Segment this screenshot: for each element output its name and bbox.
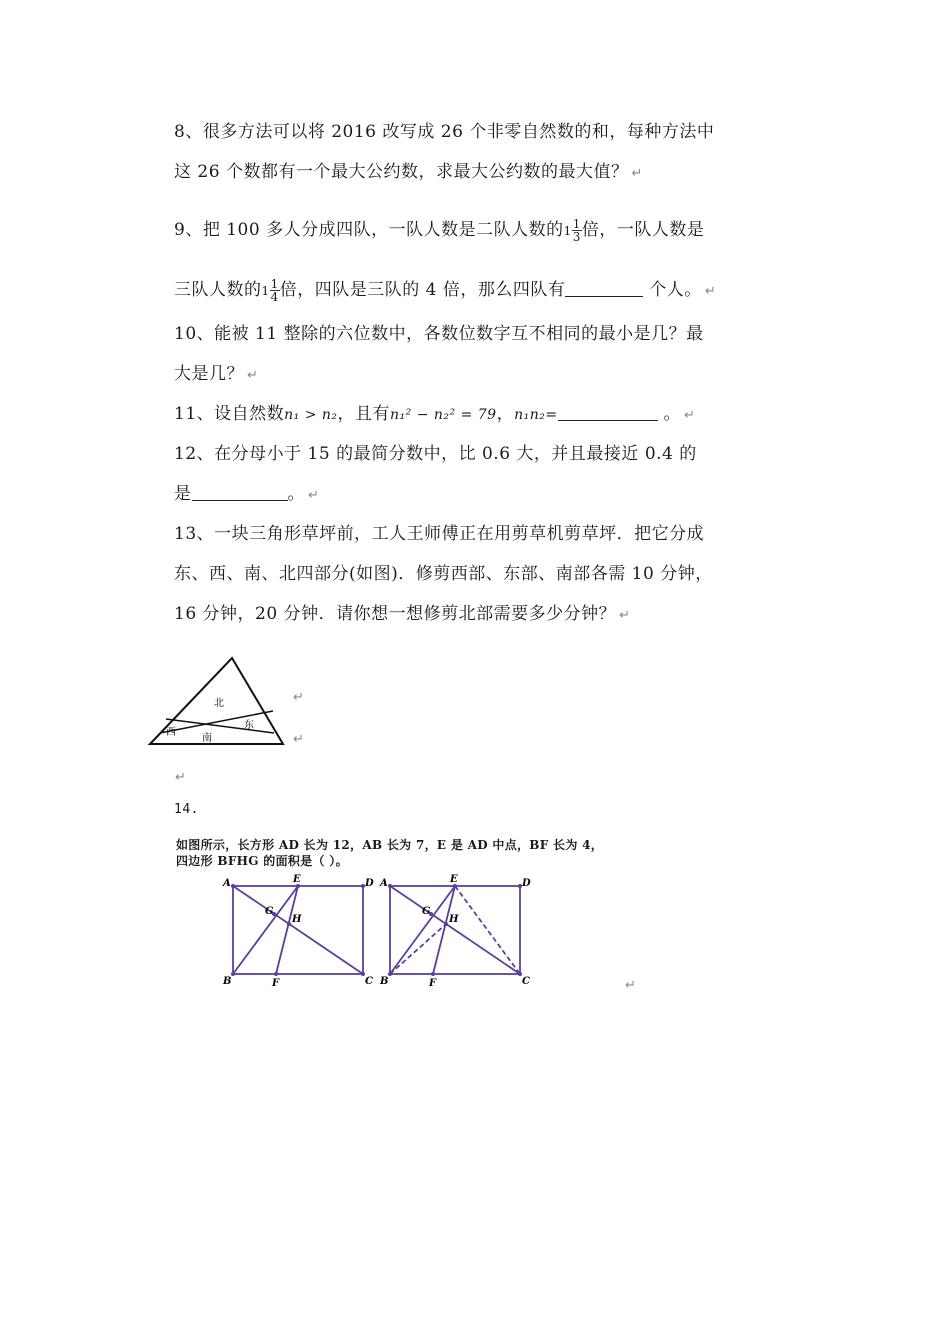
paragraph-mark-icon: ↵	[247, 368, 259, 383]
label-e-right: E	[450, 874, 458, 885]
q11-end: 。	[657, 404, 681, 424]
frac2-whole: 1	[261, 283, 270, 298]
q10-line2	[174, 364, 258, 386]
label-d-left: D	[365, 878, 374, 889]
q13-line1: 13、一块三角形草坪前，工人王师傅正在用剪草机剪草坪．把它分成	[174, 524, 705, 544]
segment-be-right	[390, 886, 455, 974]
frac2-den: 4	[270, 290, 279, 304]
q8-line2	[174, 162, 643, 184]
q13-line2: 东、西、南、北四部分(如图)．修剪西部、东部、南部各需 10 分钟，	[174, 564, 713, 584]
paragraph-mark-icon: ↵	[308, 488, 320, 503]
segment-be-left	[233, 886, 298, 974]
segment-ef-right	[433, 886, 455, 974]
frac1-num: 1	[572, 217, 581, 231]
label-h-right: H	[449, 914, 459, 925]
fraction-one-and-one-third	[564, 218, 582, 243]
q9-line2	[174, 278, 716, 303]
q11-cond2: n₁² − n₂² = 79	[390, 407, 497, 423]
q12-answer-blank[interactable]	[192, 484, 288, 501]
q11-mid: ，且有	[337, 404, 391, 424]
q8-line1: 8、很多方法可以将 2016 改写成 26 个非零自然数的和，每种方法中	[174, 122, 715, 142]
paragraph-mark-icon: ↵	[625, 978, 636, 993]
frac1-whole: 1	[563, 223, 572, 238]
frac1-den: 3	[572, 230, 581, 244]
q11-prod: n₁n₂=	[514, 407, 558, 423]
label-c-right: C	[522, 976, 530, 987]
segment-ef-left	[276, 886, 298, 974]
dashed-ec-right	[455, 886, 520, 974]
triangle-lawn-figure	[140, 652, 340, 752]
dashed-bh-right	[390, 924, 446, 974]
q10-line2-text: 大是几？	[174, 364, 244, 384]
paragraph-mark-icon: ↵	[619, 608, 631, 623]
rectangle-figure-left	[222, 874, 374, 989]
q14-number: 14.	[174, 802, 199, 817]
paragraph-mark-icon: ↵	[631, 166, 643, 181]
label-g-right: G	[422, 906, 431, 917]
label-a-left: A	[223, 878, 231, 889]
q9-line2-c: 个人。	[643, 280, 702, 300]
q11-answer-blank[interactable]	[558, 404, 658, 421]
paragraph-mark-icon: ↵	[704, 284, 717, 299]
q9-line1-a: 9、把 100 多人分成四队，一队人数是二队人数的	[174, 220, 564, 240]
q11-comma: ，	[496, 404, 515, 424]
q11-line	[174, 404, 695, 426]
q9-answer-blank[interactable]	[565, 280, 643, 297]
label-d-right: D	[522, 878, 531, 889]
q11-cond1: n₁ > n₂	[284, 407, 338, 423]
q10-line1: 10、能被 11 整除的六位数中，各数位数字互不相同的最小是几？最	[174, 324, 704, 344]
q9-line2-a: 三队人数的	[174, 280, 262, 300]
paragraph-mark-icon: ↵	[293, 690, 304, 705]
q12-line2-a: 是	[174, 484, 192, 504]
label-west: 西	[166, 727, 176, 738]
label-b-right: B	[380, 976, 389, 987]
q14-line1: 如图所示，长方形 AD 长为 12，AB 长为 7，E 是 AD 中点，BF 长为 4，	[176, 838, 604, 852]
label-h-left: H	[292, 914, 302, 925]
paragraph-mark-icon: ↵	[684, 408, 696, 423]
q13-line3	[174, 604, 630, 626]
q12-line2	[174, 484, 319, 506]
label-north: 北	[214, 698, 224, 709]
paragraph-mark-icon: ↵	[175, 770, 186, 785]
q12-line2-b: 。	[287, 484, 305, 504]
paragraph-mark-icon: ↵	[293, 732, 304, 747]
label-c-left: C	[365, 976, 373, 987]
rectangle-figures	[220, 872, 540, 990]
label-g-left: G	[265, 906, 274, 917]
segment-ac-right	[390, 886, 520, 974]
q9-line1	[174, 218, 704, 243]
frac2-num: 1	[270, 277, 279, 291]
label-east: 东	[244, 720, 254, 731]
q9-line2-b: 倍，四队是三队的 4 倍，那么四队有	[279, 280, 566, 300]
segment-ac-left	[233, 886, 363, 974]
fraction-one-and-one-quarter	[262, 278, 280, 303]
q9-line1-b: 倍，一队人数是	[581, 220, 705, 240]
label-south: 南	[202, 733, 212, 744]
label-b-left: B	[223, 976, 232, 987]
q11-prefix: 11、设自然数	[174, 404, 285, 424]
q12-line1: 12、在分母小于 15 的最简分数中，比 0.6 大，并且最接近 0.4 的	[174, 444, 697, 464]
label-f-left: F	[272, 978, 280, 989]
q13-line3-text: 16 分钟，20 分钟．请你想一想修剪北部需要多少分钟？	[174, 604, 617, 624]
q8-line2-text: 这 26 个数都有一个最大公约数，求最大公约数的最大值？	[174, 162, 629, 182]
rectangle-figure-right	[379, 874, 531, 989]
q14-line2: 四边形 BFHG 的面积是（ ）。	[176, 854, 348, 868]
label-f-right: F	[429, 978, 437, 989]
label-a-right: A	[380, 878, 388, 889]
label-e-left: E	[293, 874, 301, 885]
